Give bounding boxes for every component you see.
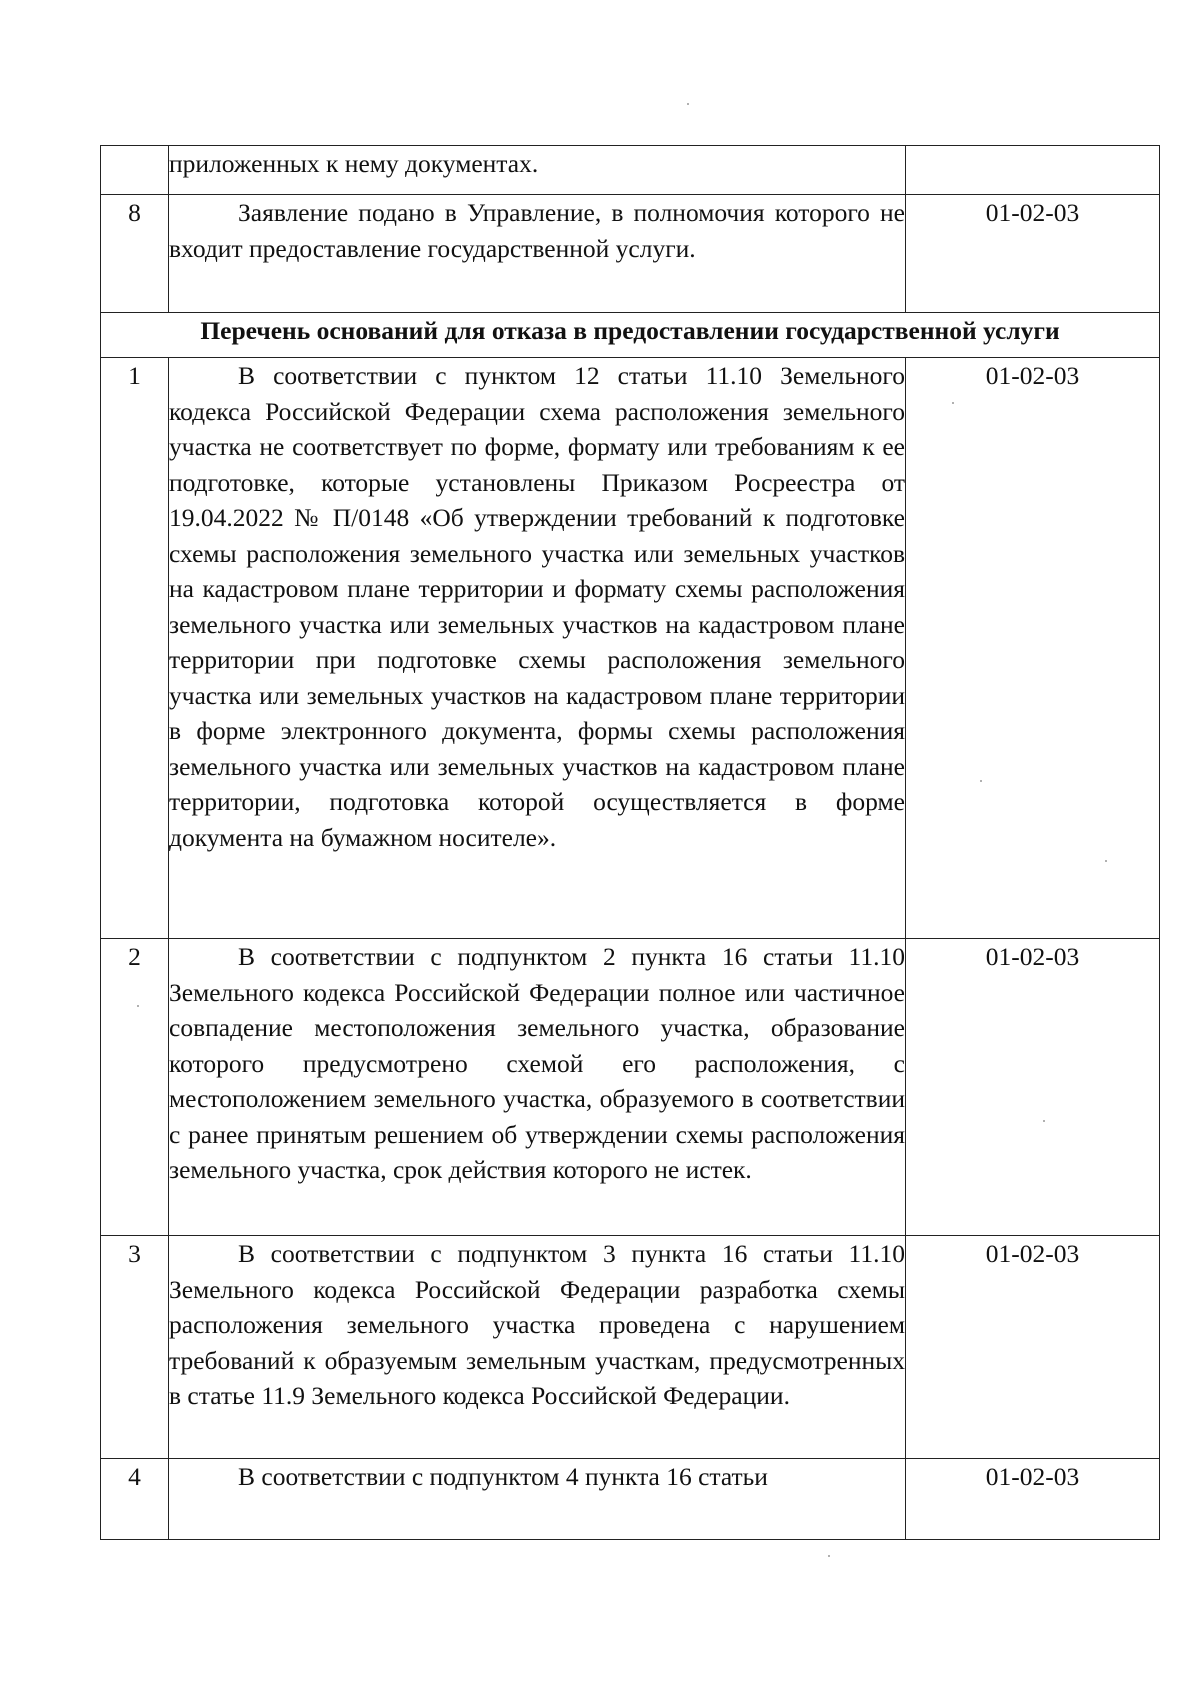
row-code: 01-02-03 (906, 1236, 1160, 1459)
row-text-cell (169, 1459, 906, 1540)
continuation-text: приложенных к нему документах. (169, 149, 539, 178)
scan-speck (687, 103, 689, 105)
row-code: 01-02-03 (906, 1459, 1160, 1540)
row-text: В соответствии с подпунктом 4 пункта 16 статьи (238, 1462, 768, 1491)
scan-speck (828, 1555, 830, 1557)
row-code: 01-02-03 (906, 939, 1160, 1236)
table-row (101, 939, 1160, 1236)
scan-speck (1105, 860, 1107, 862)
row-text-cell (169, 146, 906, 195)
row-number: 2 (101, 939, 169, 1236)
table-row (101, 195, 1160, 313)
grounds-table (100, 145, 1160, 1540)
row-number: 1 (101, 358, 169, 939)
table-row (101, 146, 1160, 195)
row-text: Заявление подано в Управление, в полномочия которого не входит предоставление государственной услуги. (169, 198, 905, 263)
row-number: 4 (101, 1459, 169, 1540)
table-row (101, 358, 1160, 939)
scan-speck (980, 780, 982, 782)
row-code-cell (906, 146, 1160, 195)
section-heading-row (101, 313, 1160, 358)
scan-speck (1043, 1120, 1045, 1122)
scan-speck (137, 1005, 139, 1007)
row-text-cell (169, 939, 906, 1236)
row-text: В соответствии с пунктом 12 статьи 11.10 Земельного кодекса Российской Федерации схема расположения земельного участка не соответствует по форме, формату или требованиям к ее подготовке, которые установлены Приказом Росреестра от 19.04.2022 № П/0148 «Об утверждении требований к подготовке схемы расположения земельного участка или земельных участков на кадастровом плане территории и формату схемы расположения земельного участка или земельных участков на кадастровом плане территории при подготовке схемы расположения земельного участка или земельных участков на кадастровом плане территории в форме электронного документа, формы схемы расположения земельного участка или земельных участков на кадастровом плане территории, подготовка которой осуществляется в форме документа на бумажном носителе». (169, 361, 905, 852)
row-text-cell (169, 358, 906, 939)
row-text: В соответствии с подпунктом 2 пункта 16 статьи 11.10 Земельного кодекса Российской Федерации полное или частичное совпадение местоположения земельного участка, образование которого предусмотрено схемой его расположения, с местоположением земельного участка, образуемого в соответствии с ранее принятым решением об утверждении схемы расположения земельного участка, срок действия которого не истек. (169, 942, 905, 1184)
row-number: 3 (101, 1236, 169, 1459)
row-text-cell (169, 1236, 906, 1459)
row-code: 01-02-03 (906, 358, 1160, 939)
row-number: 8 (101, 195, 169, 313)
table-row (101, 1459, 1160, 1540)
table-row (101, 1236, 1160, 1459)
row-code: 01-02-03 (906, 195, 1160, 313)
row-text: В соответствии с подпунктом 3 пункта 16 статьи 11.10 Земельного кодекса Российской Федерации разработка схемы расположения земельного участка проведена с нарушением требований к образуемым земельным участкам, предусмотренных в статье 11.9 Земельного кодекса Российской Федерации. (169, 1239, 905, 1410)
section-heading: Перечень оснований для отказа в предоставлении государственной услуги (101, 313, 1160, 358)
row-text-cell (169, 195, 906, 313)
scan-speck (952, 402, 954, 404)
row-number-cell (101, 146, 169, 195)
